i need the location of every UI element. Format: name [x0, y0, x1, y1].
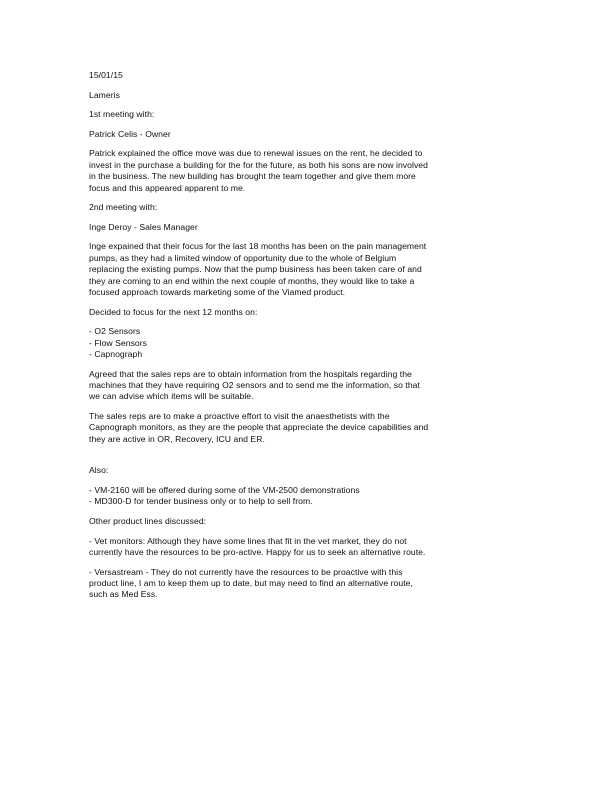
text-line: focused approach towards marketing some of the Viamed product.: [89, 287, 346, 297]
text-line: they are active in OR, Recovery, ICU and ER.: [89, 433, 265, 444]
meeting1-heading: 1st meeting with:: [89, 109, 155, 120]
text-line: Capnograph monitors, as they are the people that appreciate the device capabilities and: [89, 422, 429, 433]
document-body: [89, 70, 529, 609]
list-item: - O2 Sensors: [89, 326, 141, 337]
text-line: - Versastream - They do not currently have the resources to be proactive with this: [89, 566, 403, 577]
text-line: currently have the resources to be pro-active. Happy for us to seek an alternative route.: [89, 547, 426, 557]
focus-list: [89, 326, 529, 360]
versastream-paragraph: [89, 567, 529, 601]
text-line: they are coming to an end within the next couple of months, they would like to take a: [89, 275, 415, 286]
list-item: - MD300-D for tender business only or to help to sell from.: [89, 496, 313, 507]
company-name: Lameris: [89, 89, 120, 100]
text-line: machines that they have requiring O2 sensors and to send me the information, so that: [89, 380, 420, 390]
vet-monitors-paragraph: [89, 536, 529, 559]
text-line: pumps, as they had a limited window of opportunity due to the whole of Belgium: [89, 252, 397, 263]
text-line: product line, I am to keep them up to date, but may need to find an alternative route,: [89, 578, 413, 588]
meeting2-notes: [89, 241, 529, 298]
spacer: [89, 453, 529, 465]
list-item: - VM-2160 will be offered during some of the VM-2500 demonstrations: [89, 485, 360, 495]
text-line: focus and this appeared apparent to me.: [89, 182, 246, 193]
text-line: Patrick explained the office move was due to renewal issues on the rent, he decided to: [89, 148, 423, 159]
reps-paragraph: [89, 411, 529, 445]
other-heading: Other product lines discussed:: [89, 516, 207, 526]
text-line: Inge expained that their focus for the last 18 months has been on the pain management: [89, 241, 427, 252]
text-line: replacing the existing pumps. Now that the pump business has been taken care of and: [89, 264, 422, 275]
text-line: Agreed that the sales reps are to obtain information from the hospitals regarding the: [89, 368, 412, 379]
text-line: such as Med Ess.: [89, 589, 158, 600]
also-heading: Also:: [89, 465, 109, 476]
text-line: invest in the purchase a building for the for the future, as both his sons are now involved: [89, 159, 428, 170]
document-date: 15/01/15: [89, 70, 123, 80]
focus-intro: Decided to focus for the next 12 months on:: [89, 306, 258, 317]
text-line: The sales reps are to make a proactive effort to visit the anaesthetists with the: [89, 411, 390, 421]
meeting2-heading: 2nd meeting with:: [89, 202, 158, 213]
meeting1-attendee: Patrick Celis - Owner: [89, 128, 171, 139]
meeting2-attendee: Inge Deroy - Sales Manager: [89, 221, 198, 232]
agreed-paragraph: [89, 369, 529, 403]
list-item: - Flow Sensors: [89, 337, 148, 348]
also-list: [89, 485, 529, 508]
text-line: in the business. The new building has brought the team together and give them more: [89, 171, 416, 182]
text-line: - Vet monitors: Although they have some lines that fit in the vet market, they do not: [89, 535, 407, 546]
text-line: we can advise which items will be suitable.: [89, 391, 254, 402]
meeting1-notes: [89, 148, 529, 194]
list-item: - Capnograph: [89, 349, 143, 359]
